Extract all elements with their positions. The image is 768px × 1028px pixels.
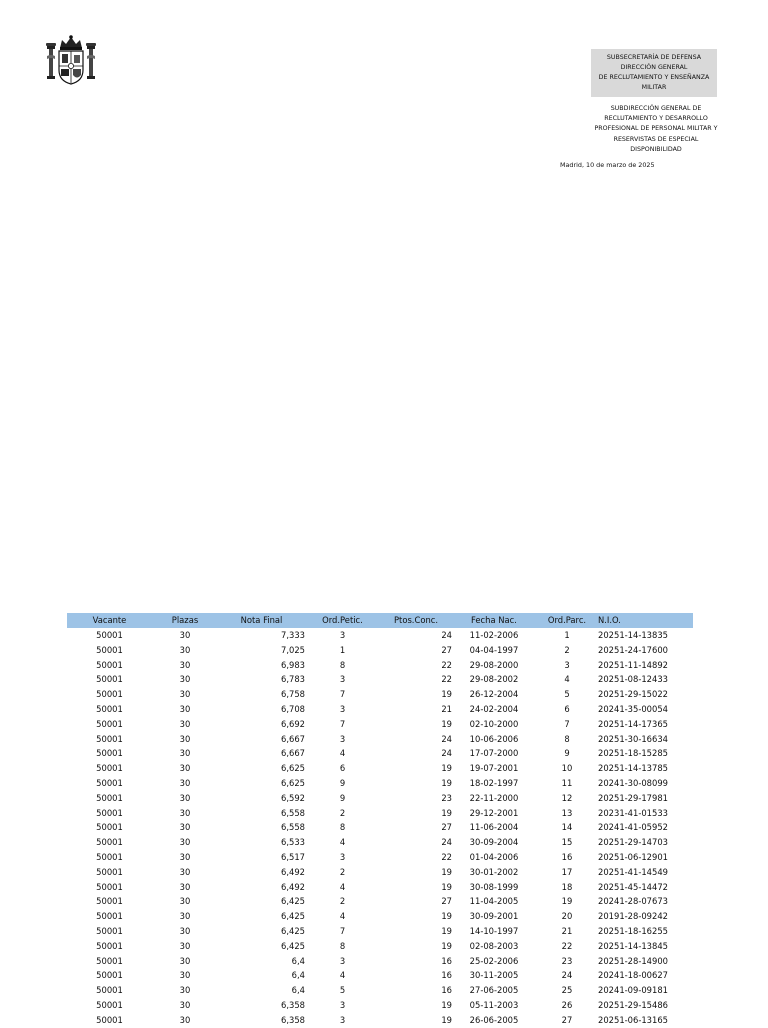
column-header-ord-petic: Ord.Petic. — [305, 613, 380, 628]
cell-ord-parc: 18 — [561, 881, 573, 892]
subdirection-line: RECLUTAMIENTO Y DESARROLLO — [604, 115, 708, 123]
cell-fecha-nac: 30-09-2004 — [469, 837, 519, 848]
table-row — [67, 761, 693, 776]
subdirection-line: RESERVISTAS DE ESPECIAL — [613, 135, 699, 143]
cell-plazas: 30 — [179, 807, 191, 818]
cell-nio: 20241-41-05952 — [598, 822, 668, 833]
ministry-line: SUBSECRETARÍA DE DEFENSA — [606, 54, 702, 61]
cell-ord-petic: 8 — [339, 659, 346, 670]
cell-plazas: 30 — [179, 674, 191, 685]
cell-nota-final: 6,425 — [281, 911, 305, 922]
cell-ord-parc: 1 — [564, 630, 570, 640]
cell-nio: 20241-30-08099 — [598, 777, 668, 788]
table-row — [67, 658, 693, 673]
table-row — [67, 880, 693, 895]
subdirection-line: DISPONIBILIDAD — [630, 145, 682, 153]
ministry-line: DIRECCIÓN GENERAL — [620, 64, 688, 71]
results-table — [67, 613, 693, 1028]
cell-nota-final: 6,358 — [281, 999, 305, 1010]
cell-nota-final: 6,783 — [281, 674, 305, 685]
ministry-line: DE RECLUTAMIENTO Y ENSEÑANZA — [598, 74, 710, 81]
cell-vacante: 50001 — [96, 674, 123, 685]
cell-ord-parc: 19 — [561, 896, 573, 907]
column-header-fecha-nac: Fecha Nac. — [452, 613, 536, 628]
cell-ptos-conc: 19 — [441, 777, 452, 788]
table-row — [67, 1013, 693, 1028]
cell-nio: 20241-35-00054 — [598, 703, 668, 714]
cell-ord-petic: 1 — [339, 644, 346, 655]
cell-plazas: 30 — [179, 896, 191, 907]
cell-ord-petic: 7 — [339, 718, 346, 729]
cell-ord-parc: 7 — [564, 718, 570, 729]
table-row — [67, 702, 693, 717]
cell-nio: 20251-14-13845 — [598, 940, 668, 951]
cell-nio: 20251-28-14900 — [598, 955, 668, 966]
cell-nota-final: 6,692 — [281, 718, 305, 729]
cell-plazas: 30 — [179, 1014, 191, 1025]
coat-of-arms-emblem — [46, 34, 96, 86]
cell-ord-petic: 9 — [339, 777, 346, 788]
cell-nio: 20251-06-13165 — [598, 1014, 668, 1025]
cell-vacante: 50001 — [96, 985, 123, 996]
cell-ord-petic: 4 — [339, 970, 346, 981]
cell-ord-parc: 8 — [564, 733, 570, 744]
cell-ord-parc: 21 — [561, 925, 573, 936]
cell-nio: 20251-18-16255 — [598, 925, 668, 936]
cell-vacante: 50001 — [96, 881, 123, 892]
cell-nio: 20251-30-16634 — [598, 733, 668, 744]
cell-vacante: 50001 — [96, 689, 123, 700]
cell-ord-parc: 6 — [564, 703, 570, 714]
cell-fecha-nac: 17-07-2000 — [469, 748, 519, 759]
cell-ord-petic: 2 — [339, 807, 346, 818]
cell-ord-parc: 22 — [561, 940, 573, 951]
table-row — [67, 746, 693, 761]
cell-nio: 20241-09-09181 — [598, 985, 668, 996]
cell-ord-petic: 3 — [339, 1014, 346, 1025]
cell-ptos-conc: 19 — [441, 925, 452, 936]
cell-ord-parc: 15 — [561, 837, 573, 848]
cell-ord-petic: 7 — [339, 689, 346, 700]
cell-vacante: 50001 — [96, 822, 123, 833]
cell-nio: 20251-08-12433 — [598, 674, 668, 685]
cell-nio: 20251-29-17981 — [598, 792, 668, 803]
cell-nota-final: 6,425 — [281, 940, 305, 951]
cell-ptos-conc: 22 — [441, 674, 452, 685]
cell-vacante: 50001 — [96, 911, 123, 922]
cell-ord-parc: 11 — [561, 777, 573, 788]
cell-nota-final: 6,983 — [281, 659, 305, 670]
cell-nota-final: 6,4 — [291, 985, 305, 996]
cell-nio: 20251-18-15285 — [598, 748, 668, 759]
cell-vacante: 50001 — [96, 733, 123, 744]
column-header-vacante: Vacante — [67, 613, 152, 628]
cell-fecha-nac: 02-10-2000 — [469, 718, 519, 729]
cell-fecha-nac: 19-07-2001 — [469, 763, 519, 774]
cell-nio: 20241-18-00627 — [598, 970, 668, 981]
cell-ord-petic: 8 — [339, 822, 346, 833]
subdirection-block — [587, 104, 725, 155]
cell-vacante: 50001 — [96, 718, 123, 729]
cell-fecha-nac: 11-02-2006 — [469, 630, 519, 640]
cell-vacante: 50001 — [96, 763, 123, 774]
table-row — [67, 776, 693, 791]
cell-plazas: 30 — [179, 659, 191, 670]
cell-plazas: 30 — [179, 644, 191, 655]
cell-vacante: 50001 — [96, 837, 123, 848]
cell-plazas: 30 — [179, 703, 191, 714]
cell-vacante: 50001 — [96, 955, 123, 966]
cell-ptos-conc: 22 — [441, 851, 452, 862]
cell-ptos-conc: 24 — [441, 733, 452, 744]
cell-nio: 20251-14-13835 — [598, 630, 668, 640]
cell-nio: 20251-29-15022 — [598, 689, 668, 700]
cell-fecha-nac: 22-11-2000 — [469, 792, 519, 803]
cell-nota-final: 6,517 — [281, 851, 305, 862]
cell-nio: 20231-41-01533 — [598, 807, 668, 818]
cell-ord-parc: 4 — [564, 674, 570, 685]
cell-ord-parc: 23 — [561, 955, 573, 966]
cell-fecha-nac: 05-11-2003 — [469, 999, 519, 1010]
cell-ord-parc: 2 — [564, 644, 570, 655]
cell-nota-final: 6,592 — [281, 792, 305, 803]
cell-plazas: 30 — [179, 940, 191, 951]
cell-vacante: 50001 — [96, 777, 123, 788]
cell-ptos-conc: 19 — [441, 1014, 452, 1025]
cell-ptos-conc: 16 — [441, 985, 452, 996]
cell-ptos-conc: 16 — [441, 955, 452, 966]
table-row — [67, 850, 693, 865]
cell-fecha-nac: 04-04-1997 — [469, 644, 519, 655]
cell-vacante: 50001 — [96, 792, 123, 803]
cell-plazas: 30 — [179, 777, 191, 788]
cell-vacante: 50001 — [96, 703, 123, 714]
cell-ptos-conc: 21 — [441, 703, 452, 714]
table-row — [67, 820, 693, 835]
cell-ord-parc: 3 — [564, 659, 570, 670]
cell-ptos-conc: 19 — [441, 807, 452, 818]
cell-plazas: 30 — [179, 999, 191, 1010]
cell-ord-petic: 3 — [339, 703, 346, 714]
cell-nio: 20251-24-17600 — [598, 644, 668, 655]
cell-vacante: 50001 — [96, 970, 123, 981]
cell-vacante: 50001 — [96, 851, 123, 862]
table-row — [67, 732, 693, 747]
cell-ord-petic: 3 — [339, 955, 346, 966]
cell-ord-petic: 2 — [339, 896, 346, 907]
cell-ord-parc: 17 — [561, 866, 573, 877]
cell-ptos-conc: 19 — [441, 689, 452, 700]
cell-fecha-nac: 26-12-2004 — [469, 689, 519, 700]
cell-ord-parc: 5 — [564, 689, 570, 700]
cell-ord-parc: 12 — [561, 792, 573, 803]
cell-nio: 20251-29-15486 — [598, 999, 668, 1010]
cell-fecha-nac: 02-08-2003 — [469, 940, 519, 951]
cell-nota-final: 6,358 — [281, 1014, 305, 1025]
cell-ord-petic: 4 — [339, 881, 346, 892]
cell-plazas: 30 — [179, 718, 191, 729]
cell-ord-parc: 27 — [561, 1014, 573, 1025]
cell-ord-petic: 3 — [339, 630, 346, 640]
cell-fecha-nac: 30-09-2001 — [469, 911, 519, 922]
cell-ord-parc: 20 — [561, 911, 573, 922]
table-row — [67, 717, 693, 732]
table-row — [67, 924, 693, 939]
cell-fecha-nac: 30-01-2002 — [469, 866, 519, 877]
cell-plazas: 30 — [179, 733, 191, 744]
cell-nota-final: 6,492 — [281, 866, 305, 877]
cell-nota-final: 6,492 — [281, 881, 305, 892]
column-header-nota-final: Nota Final — [218, 613, 305, 628]
cell-vacante: 50001 — [96, 896, 123, 907]
cell-ord-petic: 3 — [339, 851, 346, 862]
cell-nota-final: 6,425 — [281, 925, 305, 936]
cell-nio: 20251-06-12901 — [598, 851, 668, 862]
cell-nota-final: 6,558 — [281, 807, 305, 818]
table-header-row — [67, 613, 693, 628]
column-header-nio: N.I.O. — [598, 613, 693, 628]
cell-ptos-conc: 24 — [441, 837, 452, 848]
cell-ptos-conc: 19 — [441, 911, 452, 922]
cell-ord-parc: 16 — [561, 851, 573, 862]
cell-fecha-nac: 11-06-2004 — [469, 822, 519, 833]
cell-nio: 20251-29-14703 — [598, 837, 668, 848]
cell-ord-parc: 26 — [561, 999, 573, 1010]
cell-ord-petic: 3 — [339, 674, 346, 685]
cell-ord-petic: 6 — [339, 763, 346, 774]
cell-nota-final: 6,533 — [281, 837, 305, 848]
cell-plazas: 30 — [179, 985, 191, 996]
cell-vacante: 50001 — [96, 748, 123, 759]
cell-nio: 20251-14-17365 — [598, 718, 668, 729]
cell-plazas: 30 — [179, 851, 191, 862]
cell-nota-final: 6,667 — [281, 733, 305, 744]
cell-vacante: 50001 — [96, 807, 123, 818]
table-row — [67, 672, 693, 687]
cell-plazas: 30 — [179, 970, 191, 981]
cell-ord-petic: 4 — [339, 837, 346, 848]
cell-ptos-conc: 19 — [441, 763, 452, 774]
cell-fecha-nac: 11-04-2005 — [469, 896, 519, 907]
cell-plazas: 30 — [179, 792, 191, 803]
cell-vacante: 50001 — [96, 940, 123, 951]
column-header-plazas: Plazas — [152, 613, 218, 628]
cell-ord-petic: 3 — [339, 999, 346, 1010]
table-row — [67, 806, 693, 821]
cell-ord-parc: 24 — [561, 970, 573, 981]
cell-plazas: 30 — [179, 881, 191, 892]
cell-ord-petic: 5 — [339, 985, 346, 996]
cell-vacante: 50001 — [96, 659, 123, 670]
cell-fecha-nac: 01-04-2006 — [469, 851, 519, 862]
cell-fecha-nac: 10-06-2006 — [469, 733, 519, 744]
cell-plazas: 30 — [179, 837, 191, 848]
cell-ord-parc: 9 — [564, 748, 570, 759]
cell-ptos-conc: 19 — [441, 940, 452, 951]
cell-ord-petic: 2 — [339, 866, 346, 877]
cell-fecha-nac: 29-08-2002 — [469, 674, 519, 685]
cell-nio: 20251-11-14892 — [598, 659, 668, 670]
cell-ord-petic: 8 — [339, 940, 346, 951]
cell-ord-parc: 10 — [561, 763, 573, 774]
cell-nota-final: 7,333 — [281, 630, 305, 640]
cell-nota-final: 6,667 — [281, 748, 305, 759]
cell-ord-petic: 4 — [339, 911, 346, 922]
table-row — [67, 865, 693, 880]
cell-ptos-conc: 22 — [441, 659, 452, 670]
cell-nota-final: 6,625 — [281, 763, 305, 774]
cell-plazas: 30 — [179, 689, 191, 700]
cell-ptos-conc: 19 — [441, 999, 452, 1010]
cell-nota-final: 6,758 — [281, 689, 305, 700]
cell-ptos-conc: 24 — [441, 748, 452, 759]
cell-ptos-conc: 19 — [441, 718, 452, 729]
cell-nota-final: 6,625 — [281, 777, 305, 788]
cell-nota-final: 6,4 — [291, 970, 305, 981]
cell-plazas: 30 — [179, 748, 191, 759]
cell-ord-parc: 14 — [561, 822, 573, 833]
cell-ptos-conc: 27 — [441, 644, 452, 655]
cell-nota-final: 6,4 — [291, 955, 305, 966]
cell-ord-parc: 25 — [561, 985, 573, 996]
table-row — [67, 968, 693, 983]
document-date: Madrid, 10 de marzo de 2025 — [560, 161, 655, 169]
cell-plazas: 30 — [179, 822, 191, 833]
cell-fecha-nac: 27-06-2005 — [469, 985, 519, 996]
table-row — [67, 835, 693, 850]
cell-fecha-nac: 29-08-2000 — [469, 659, 519, 670]
cell-plazas: 30 — [179, 925, 191, 936]
cell-vacante: 50001 — [96, 644, 123, 655]
cell-nio: 20251-14-13785 — [598, 763, 668, 774]
subdirection-line: PROFESIONAL DE PERSONAL MILITAR Y — [594, 125, 718, 133]
cell-nota-final: 6,558 — [281, 822, 305, 833]
table-row — [67, 939, 693, 954]
table-row — [67, 998, 693, 1013]
cell-plazas: 30 — [179, 955, 191, 966]
cell-nio: 20241-28-07673 — [598, 896, 668, 907]
subdirection-line: SUBDIRECCIÓN GENERAL DE — [610, 105, 702, 112]
cell-vacante: 50001 — [96, 925, 123, 936]
cell-ptos-conc: 24 — [441, 630, 452, 640]
cell-vacante: 50001 — [96, 999, 123, 1010]
cell-fecha-nac: 14-10-1997 — [469, 925, 519, 936]
cell-nio: 20191-28-09242 — [598, 911, 668, 922]
cell-ptos-conc: 27 — [441, 822, 452, 833]
cell-ptos-conc: 19 — [441, 866, 452, 877]
table-row — [67, 628, 693, 643]
cell-ptos-conc: 23 — [441, 792, 452, 803]
ministry-line: MILITAR — [641, 84, 667, 91]
table-row — [67, 954, 693, 969]
table-row — [67, 643, 693, 658]
column-header-ptos-conc: Ptos.Conc. — [380, 613, 452, 628]
cell-plazas: 30 — [179, 866, 191, 877]
cell-fecha-nac: 29-12-2001 — [469, 807, 519, 818]
table-row — [67, 791, 693, 806]
cell-ptos-conc: 27 — [441, 896, 452, 907]
table-row — [67, 983, 693, 998]
column-header-ord-parc: Ord.Parc. — [536, 613, 598, 628]
cell-vacante: 50001 — [96, 866, 123, 877]
cell-nio: 20251-41-14549 — [598, 866, 668, 877]
cell-plazas: 30 — [179, 630, 191, 640]
cell-nota-final: 6,708 — [281, 703, 305, 714]
cell-vacante: 50001 — [96, 630, 123, 640]
cell-ord-petic: 9 — [339, 792, 346, 803]
cell-ptos-conc: 16 — [441, 970, 452, 981]
cell-fecha-nac: 30-11-2005 — [469, 970, 519, 981]
cell-fecha-nac: 18-02-1997 — [469, 777, 519, 788]
cell-nota-final: 6,425 — [281, 896, 305, 907]
cell-nio: 20251-45-14472 — [598, 881, 668, 892]
cell-ord-petic: 3 — [339, 733, 346, 744]
ministry-header-box — [591, 49, 717, 97]
cell-fecha-nac: 25-02-2006 — [469, 955, 519, 966]
cell-ord-petic: 7 — [339, 925, 346, 936]
cell-fecha-nac: 30-08-1999 — [469, 881, 519, 892]
table-row — [67, 687, 693, 702]
cell-ord-petic: 4 — [339, 748, 346, 759]
cell-fecha-nac: 26-06-2005 — [469, 1014, 519, 1025]
table-row — [67, 894, 693, 909]
cell-fecha-nac: 24-02-2004 — [469, 703, 519, 714]
cell-vacante: 50001 — [96, 1014, 123, 1025]
cell-ord-parc: 13 — [561, 807, 573, 818]
table-row — [67, 909, 693, 924]
cell-nota-final: 7,025 — [281, 644, 305, 655]
cell-plazas: 30 — [179, 911, 191, 922]
table-body — [67, 628, 693, 1028]
cell-plazas: 30 — [179, 763, 191, 774]
cell-ptos-conc: 19 — [441, 881, 452, 892]
